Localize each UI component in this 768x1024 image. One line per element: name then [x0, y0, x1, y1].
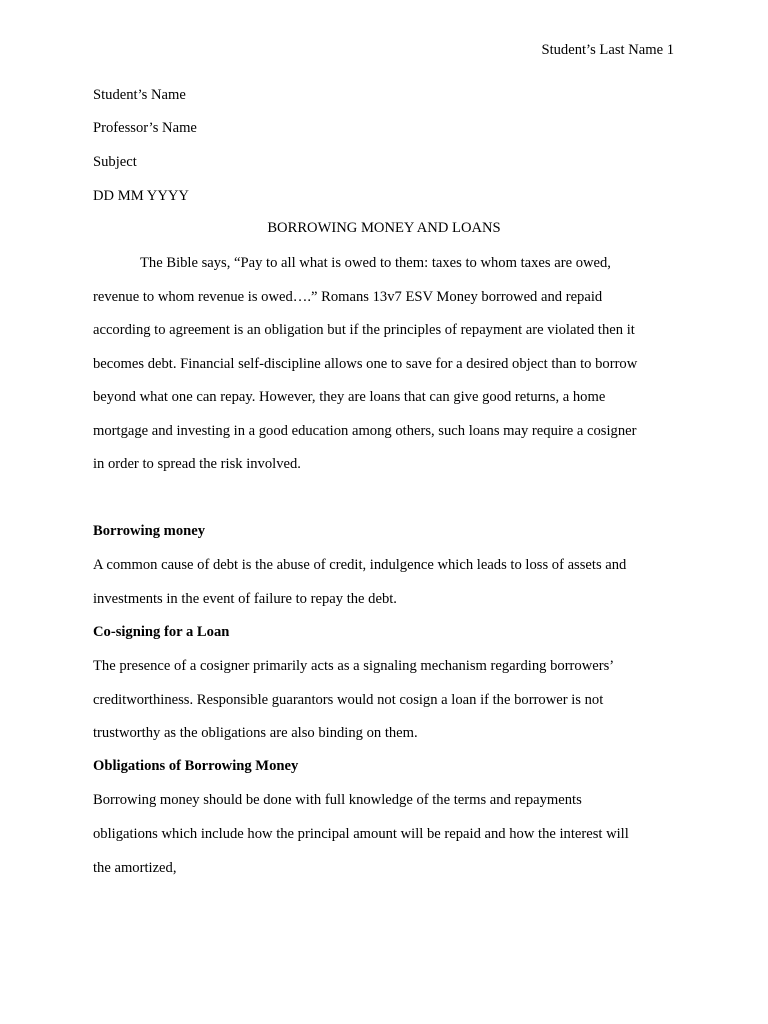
- intro-line: mortgage and investing in a good education among others, such loans may require a cosigner: [93, 423, 637, 439]
- section-line: trustworthy as the obligations are also binding on them.: [93, 725, 418, 741]
- document-title: BORROWING MONEY AND LOANS: [267, 220, 501, 236]
- intro-line: The Bible says, “Pay to all what is owed to them: taxes to whom taxes are owed,: [140, 255, 611, 271]
- section-line: A common cause of debt is the abuse of credit, indulgence which leads to loss of assets and: [93, 557, 627, 573]
- intro-line: becomes debt. Financial self-discipline allows one to save for a desired object than to borrow: [93, 356, 638, 372]
- section-line: investments in the event of failure to repay the debt.: [93, 591, 397, 607]
- subject: Subject: [93, 154, 137, 170]
- section-heading-co-signing: Co-signing for a Loan: [93, 624, 230, 640]
- professor-name: Professor’s Name: [93, 120, 197, 136]
- section-heading-obligations: Obligations of Borrowing Money: [93, 758, 299, 774]
- intro-line: according to agreement is an obligation but if the principles of repayment are violated then it: [93, 322, 635, 338]
- section-line: the amortized,: [93, 860, 177, 876]
- section-line: creditworthiness. Responsible guarantors would not cosign a loan if the borrower is not: [93, 692, 604, 708]
- section-heading-borrowing-money: Borrowing money: [93, 523, 206, 539]
- section-line: obligations which include how the principal amount will be repaid and how the interest will: [93, 826, 629, 842]
- student-name: Student’s Name: [93, 87, 186, 103]
- running-head: Student’s Last Name 1: [541, 42, 674, 58]
- intro-line: beyond what one can repay. However, they are loans that can give good returns, a home: [93, 389, 606, 405]
- date-line: DD MM YYYY: [93, 188, 189, 204]
- intro-line: revenue to whom revenue is owed….” Romans 13v7 ESV Money borrowed and repaid: [93, 289, 603, 305]
- section-line: The presence of a cosigner primarily acts as a signaling mechanism regarding borrowers’: [93, 658, 615, 674]
- section-line: Borrowing money should be done with full knowledge of the terms and repayments: [93, 792, 582, 808]
- intro-line: in order to spread the risk involved.: [93, 456, 301, 472]
